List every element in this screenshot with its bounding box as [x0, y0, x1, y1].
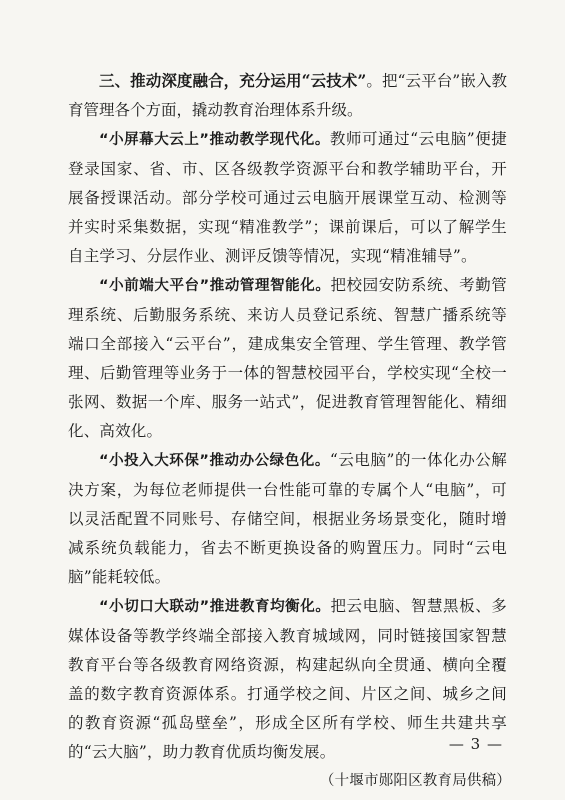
paragraph-lead: “小前端大平台”推动管理智能化。 [99, 278, 331, 294]
section-heading-text: 。把“云平台”嵌入教育管理各个方面，撬动教育治理体系升级。 [68, 72, 507, 119]
page-number: — 3 — [448, 735, 503, 753]
paragraph-balance [68, 592, 511, 789]
paragraph-text: 把校园安防系统、考勤管理系统、后勤服务系统、来访人员登记系统、智慧广播系统等端口全部接入“云平台”，建成集安全管理、学生管理、教学管理、后勤管理等业务于一体的智慧校园平台，学校实现“全校一张网、数据一个库、服务一站式”，促进教育管理智能化、精细化、高效化。 [68, 276, 507, 440]
paragraph-management [68, 271, 507, 446]
paragraph-lead: “小屏幕大云上”推动教学现代化。 [99, 132, 330, 148]
paragraph-text: “云电脑”的一体化办公解决方案，为每位老师提供一台性能可靠的专属个人“电脑”，可以灵活配置不同账号、存储空间，根据业务场景变化，随时增减系统负载能力，省去不断更换设备的购置压力。同时“云电脑”能耗较低。 [68, 451, 508, 586]
paragraph-lead: “小切口大联动”推进教育均衡化。 [99, 599, 331, 615]
paragraph-teaching [68, 125, 507, 271]
paragraph-lead: “小投入大环保”推动办公绿色化。 [99, 453, 330, 469]
paragraph-text: 教师可通过“云电脑”便捷登录国家、省、市、区各级教学资源平台和教学辅助平台，开展备授课活动。部分学校可通过云电脑开展课堂互动、检测等并实时采集数据，实现“精准教学”；课前课后，可以了解学生自主学习、分层作业、测评反馈等情况，实现“精准辅导”。 [68, 130, 508, 265]
paragraph-text: 把云电脑、智慧黑板、多媒体设备等教学终端全部接入教育城域网，同时链接国家智慧教育平台等各级教育网络资源，构建起纵向全贯通、横向全覆盖的数字教育资源体系。打通学校之间、片区之间、城乡之间的教育资源“孤岛壁垒”，形成全区所有学校、师生共建共享的“云大脑”，助力教育优质均衡发展。 [68, 597, 507, 761]
section-heading-title: 三、推动深度融合，充分运用“云技术” [99, 71, 367, 90]
source-credit: （十堰市郧阳区教育局供稿） [319, 773, 511, 789]
section-heading [68, 66, 507, 125]
paragraph-office [68, 446, 507, 592]
